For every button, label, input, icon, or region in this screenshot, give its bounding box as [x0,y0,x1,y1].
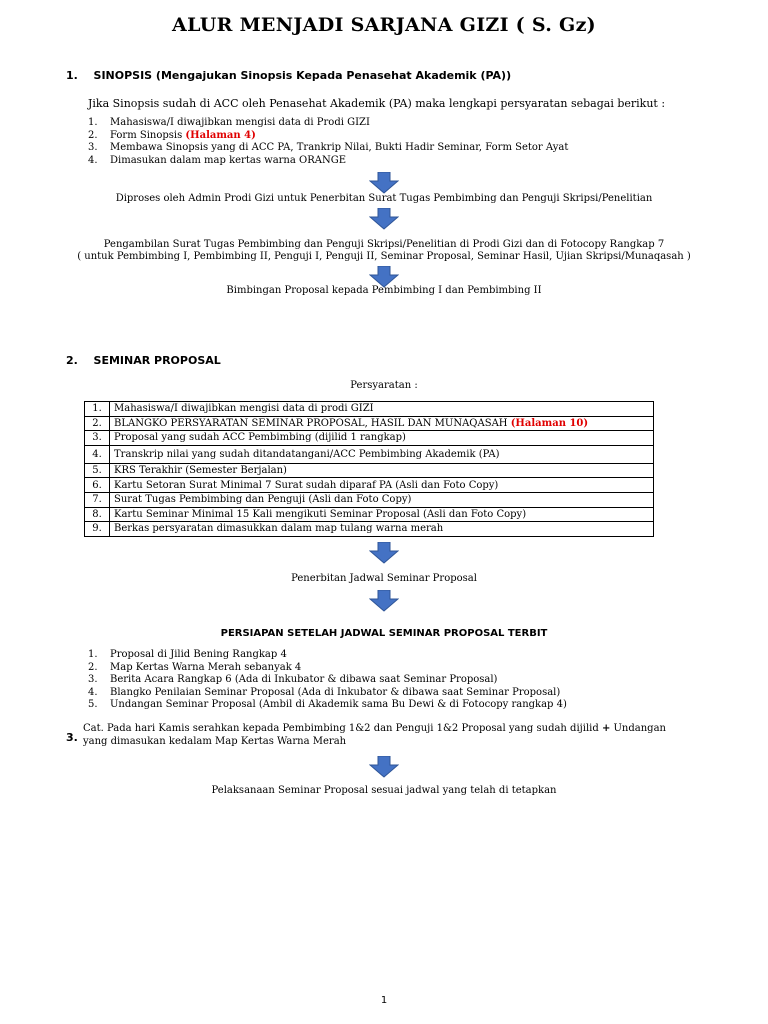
table-row: 7. Surat Tugas Pembimbing dan Penguji (Asli dan Foto Copy) [85,492,654,507]
list-item: 4. Blangko Penilaian Seminar Proposal (Ada di Inkubator & dibawa saat Seminar Proposal) [88,686,561,698]
down-arrow-icon [369,172,399,194]
section2-number: 2. [66,354,78,367]
list-item: 3. Berita Acara Rangkap 6 (Ada di Inkubator & dibawa saat Seminar Proposal) [88,674,498,685]
note-text: Cat. Pada hari Kamis serahkan kepada Pembimbing 1&2 dan Penguji 1&2 Proposal yang sudah dijilid + Undangan yang dimasukan kedalam Map Kertas Warna Merah [83,723,666,747]
process-step: Pengambilan Surat Tugas Pembimbing dan Penguji Skripsi/Penelitian di Prodi Gizi dan di Fotocopy Rangkap 7 [103,239,665,250]
section1-intro: Jika Sinopsis sudah di ACC oleh Penasehat Akademik (PA) maka lengkapi persyaratan sebagai berikut : [88,97,666,110]
list-item: 1. Proposal di Jilid Bening Rangkap 4 [88,649,287,660]
table-row: 5. KRS Terakhir (Semester Berjalan) [85,463,654,478]
requirements-table [84,401,654,537]
table-row: 6. Kartu Setoran Surat Minimal 7 Surat sudah diparaf PA (Asli dan Foto Copy) [85,478,654,493]
section1-number: 1. [66,69,78,82]
process-step: Penerbitan Jadwal Seminar Proposal [291,573,477,584]
section1-title: SINOPSIS (Mengajukan Sinopsis Kepada Penasehat Akademik (PA)) [93,69,512,82]
page-number: 1 [380,995,388,1006]
list-item: 1. Mahasiswa/I diwajibkan mengisi data di Prodi GIZI [88,117,370,128]
table-row: 4. Transkrip nilai yang sudah ditandatangani/ACC Pembimbing Akademik (PA) [85,445,654,463]
process-step: Pelaksanaan Seminar Proposal sesuai jadwal yang telah di tetapkan [211,785,557,796]
section1-list [88,117,568,167]
list-item: 2. Map Kertas Warna Merah sebanyak 4 [88,661,302,673]
table-row: 3. Proposal yang sudah ACC Pembimbing (dijilid 1 rangkap) [85,431,654,446]
page-reference: (Halaman 4) [185,129,256,141]
list-item: 3. Membawa Sinopsis yang di ACC PA, Trankrip Nilai, Bukti Hadir Seminar, Form Setor Ayat [88,142,569,153]
plus-sign: + [601,723,611,734]
prep-list [88,649,567,712]
process-step: Diproses oleh Admin Prodi Gizi untuk Penerbitan Surat Tugas Pembimbing dan Penguji Skripsi/Penelitian [115,193,653,204]
table-row: 2. BLANGKO PERSYARATAN SEMINAR PROPOSAL, HASIL DAN MUNAQASAH (Halaman 10) [85,416,654,431]
note-number: 3. [66,731,78,744]
requirements-label: Persyaratan : [350,380,418,391]
list-item: 2. Form Sinopsis (Halaman 4) [88,129,256,141]
table-row: 8. Kartu Seminar Minimal 15 Kali mengikuti Seminar Proposal (Asli dan Foto Copy) [85,507,654,522]
process-step-note: ( untuk Pembimbing I, Pembimbing II, Penguji I, Penguji II, Seminar Proposal, Seminar Hasil, Ujian Skripsi/Munaqasah ) [77,251,691,262]
prep-heading: PERSIAPAN SETELAH JADWAL SEMINAR PROPOSAL TERBIT [220,628,548,639]
down-arrow-icon [369,756,399,778]
section2-title: SEMINAR PROPOSAL [93,354,221,367]
section1-heading [66,69,511,82]
list-item: 5. Undangan Seminar Proposal (Ambil di Akademik sama Bu Dewi & di Fotocopy rangkap 4) [88,699,567,710]
page-title: ALUR MENJADI SARJANA GIZI ( S. Gz) [172,14,596,36]
down-arrow-icon [369,542,399,564]
down-arrow-icon [369,208,399,230]
section2-heading [66,354,221,367]
page-reference: (Halaman 10) [510,417,589,429]
list-item: 4. Dimasukan dalam map kertas warna ORANGE [88,154,347,166]
process-step: Bimbingan Proposal kepada Pembimbing I dan Pembimbing II [226,285,542,296]
down-arrow-icon [369,590,399,612]
table-row: 1. Mahasiswa/I diwajibkan mengisi data di prodi GIZI [85,402,654,417]
table-row: 9. Berkas persyaratan dimasukkan dalam map tulang warna merah [85,522,654,537]
